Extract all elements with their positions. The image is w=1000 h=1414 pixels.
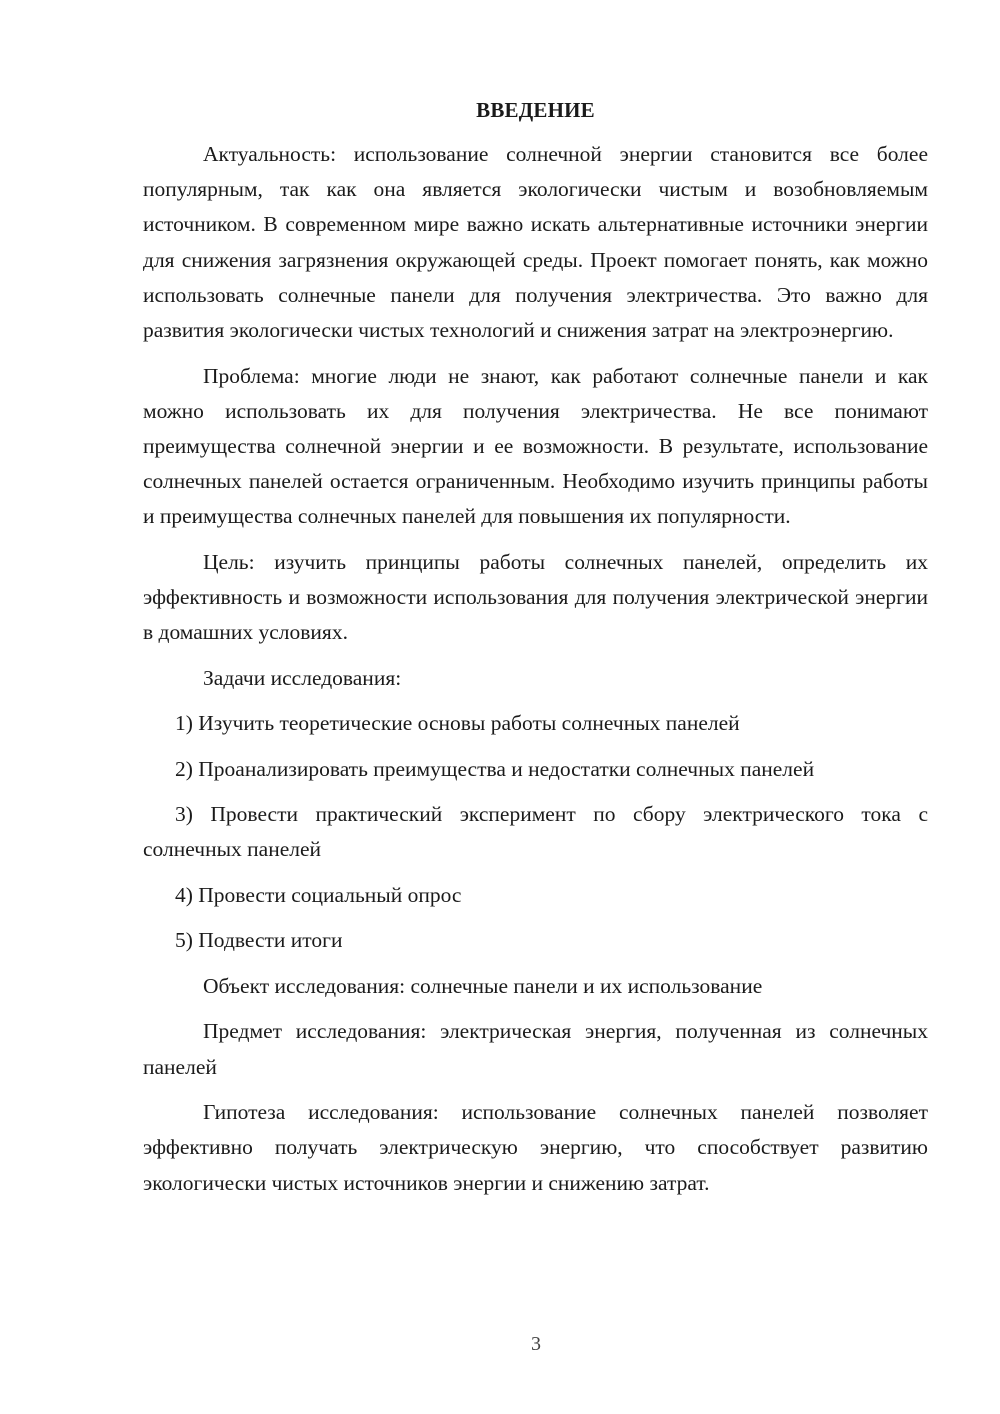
paragraph-subject: Предмет исследования: электрическая энергия, полученная из солнечных панелей — [143, 1019, 928, 1079]
list-item-task-4: 4) Провести социальный опрос — [175, 882, 462, 907]
document-page — [143, 95, 928, 1211]
paragraph-tasks-heading: Задачи исследования: — [203, 665, 402, 690]
paragraph-relevance: Актуальность: использование солнечной энергии становится все более популярным, так как она является экологически чистым и возобновляемым источником. В современном мире важно искать альтернативные источники энергии для снижения загрязнения окружающей среды. Проект помогает понять, как можно использовать солнечные панели для получения электричества. Это важно для развития экологически чистых технологий и снижения затрат на электроэнергию. — [143, 142, 928, 343]
list-item-task-3: 3) Провести практический эксперимент по сбору электрического тока с солнечных панелей — [143, 802, 928, 862]
list-item-task-1: 1) Изучить теоретические основы работы солнечных панелей — [175, 711, 740, 736]
page-number: 3 — [531, 1333, 541, 1355]
page-title: ВВЕДЕНИЕ — [476, 98, 595, 122]
list-item-task-2: 2) Проанализировать преимущества и недостатки солнечных панелей — [175, 756, 815, 781]
paragraph-object: Объект исследования: солнечные панели и их использование — [203, 973, 763, 998]
paragraph-problem: Проблема: многие люди не знают, как работают солнечные панели и как можно использовать их для получения электричества. Не все понимают преимущества солнечной энергии и ее возможности. В результате, использование солнечных панелей остается ограниченным. Необходимо изучить принципы работы и преимущества солнечных панелей для повышения их популярности. — [143, 363, 928, 529]
list-item-task-5: 5) Подвести итоги — [175, 928, 343, 953]
paragraph-hypothesis: Гипотеза исследования: использование солнечных панелей позволяет эффективно получать электрическую энергию, что способствует развитию экологически чистых источников энергии и снижению затрат. — [143, 1100, 928, 1195]
paragraph-goal: Цель: изучить принципы работы солнечных панелей, определить их эффективность и возможности использования для получения электрической энергии в домашних условиях. — [143, 549, 928, 645]
